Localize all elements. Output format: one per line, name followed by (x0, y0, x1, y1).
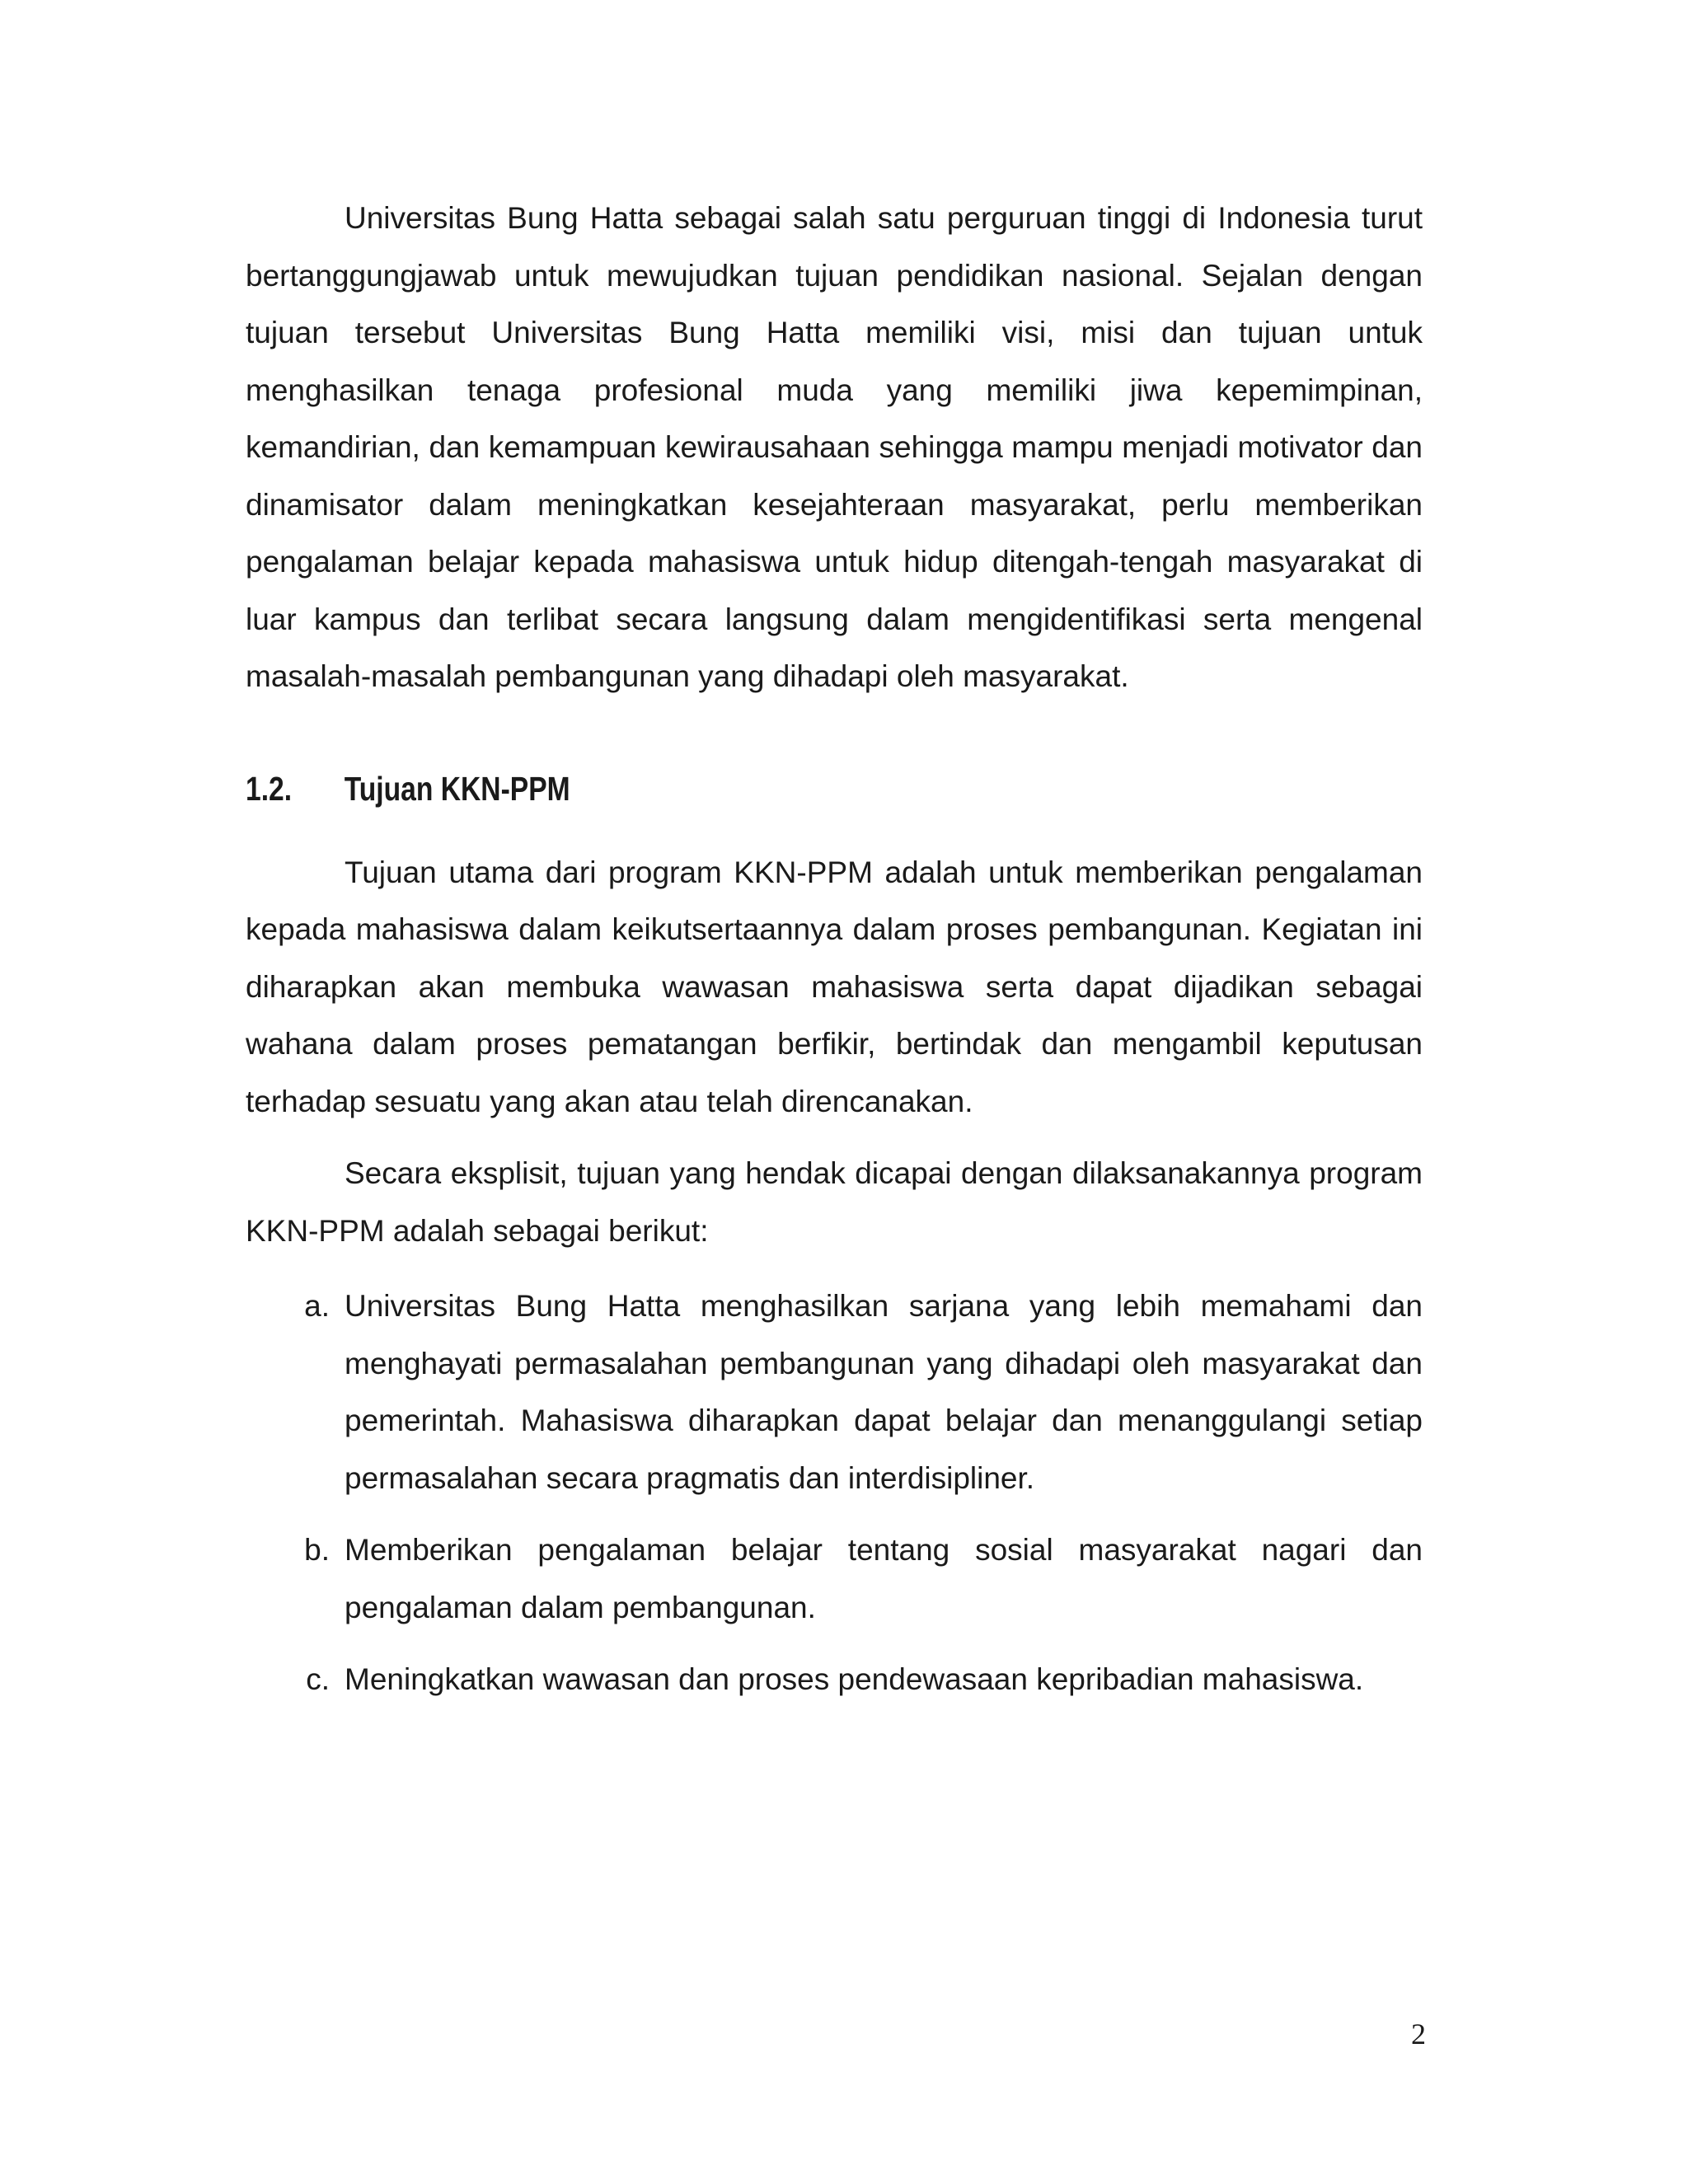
page-number: 2 (1411, 2018, 1426, 2050)
document-page (246, 190, 1423, 1723)
objectives-list (246, 1277, 1423, 1708)
list-item (246, 1277, 1423, 1507)
list-marker: a. (304, 1289, 330, 1323)
section-title: Tujuan KKN-PPM (344, 769, 570, 808)
list-item (246, 1521, 1423, 1636)
list-item-text: Universitas Bung Hatta menghasilkan sarjana yang lebih memahami dan menghayati permasalahan pembangunan yang dihadapi oleh masyarakat dan pemerintah. Mahasiswa diharapkan dapat belajar dan menanggulangi setiap permasalahan secara pragmatis dan interdisipliner. (345, 1289, 1423, 1495)
section-paragraph-2: Secara eksplisit, tujuan yang hendak dicapai dengan dilaksanakannya program KKN-PPM adalah sebagai berikut: (246, 1156, 1423, 1248)
list-marker: c. (306, 1662, 330, 1696)
section-paragraph-1: Tujuan utama dari program KKN-PPM adalah untuk memberikan pengalaman kepada mahasiswa dalam keikutsertaannya dalam proses pembangunan. Kegiatan ini diharapkan akan membuka wawasan mahasiswa serta dapat dijadikan sebagai wahana dalam proses pematangan berfikir, bertindak dan mengambil keputusan terhadap sesuatu yang akan atau telah direncanakan. (246, 855, 1423, 1118)
intro-paragraph: Universitas Bung Hatta sebagai salah satu perguruan tinggi di Indonesia turut bertanggungjawab untuk mewujudkan tujuan pendidikan nasional. Sejalan dengan tujuan tersebut Universitas Bung Hatta memiliki visi, misi dan tujuan untuk menghasilkan tenaga profesional muda yang memiliki jiwa kepemimpinan, kemandirian, dan kemampuan kewirausahaan sehingga mampu menjadi motivator dan dinamisator dalam meningkatkan kesejahteraan masyarakat, perlu memberikan pengalaman belajar kepada mahasiswa untuk hidup ditengah-tengah masyarakat di luar kampus dan terlibat secara langsung dalam mengidentifikasi serta mengenal masalah-masalah pembangunan yang dihadapi oleh masyarakat. (246, 201, 1423, 693)
list-item-text: Memberikan pengalaman belajar tentang sosial masyarakat nagari dan pengalaman dalam pembangunan. (345, 1533, 1423, 1624)
list-item-text: Meningkatkan wawasan dan proses pendewasaan kepribadian mahasiswa. (345, 1662, 1364, 1696)
list-marker: b. (304, 1533, 330, 1567)
section-number: 1.2. (246, 769, 293, 808)
list-item (246, 1651, 1423, 1708)
section-heading (246, 768, 1211, 809)
